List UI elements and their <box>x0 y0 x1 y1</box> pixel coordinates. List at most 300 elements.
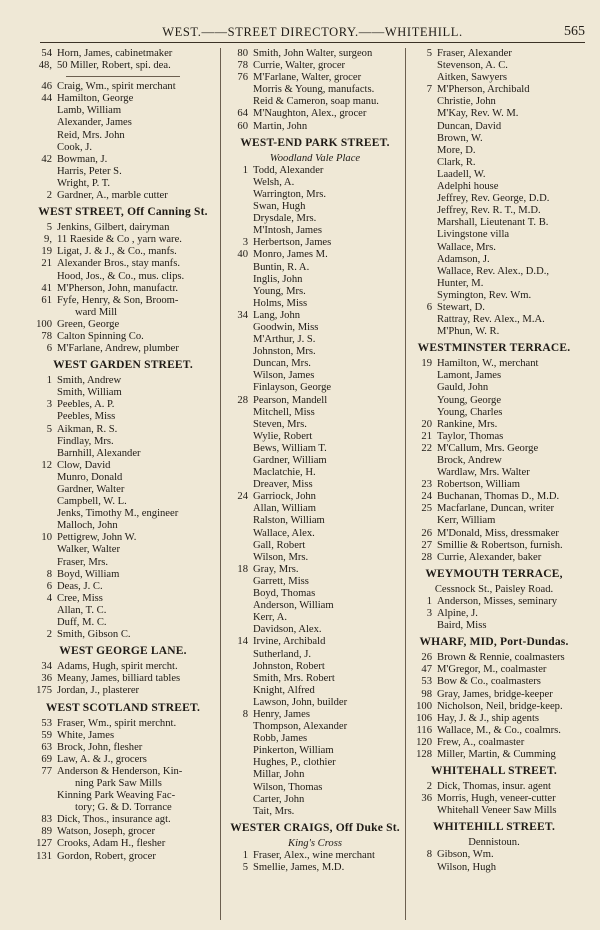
entry-text: Henry, James <box>253 708 310 720</box>
directory-entry: ward Mill <box>75 306 118 318</box>
house-number: 78 <box>237 60 248 72</box>
directory-entry: Munro, Donald <box>57 471 123 483</box>
column-2 <box>224 48 406 874</box>
house-number: 98 <box>421 688 432 700</box>
entry-text: M'Farlane, Andrew, plumber <box>57 343 179 355</box>
directory-entry: Young, Charles <box>437 406 503 418</box>
street-subheading: Woodland Vale Place <box>269 152 361 164</box>
directory-entry <box>28 532 218 544</box>
house-number: 24 <box>237 491 248 503</box>
section-rule <box>66 76 180 77</box>
directory-entry: Duff, M. C. <box>57 617 107 629</box>
house-number: 4 <box>46 592 52 604</box>
directory-entry: More, D. <box>437 144 476 156</box>
house-number: 6 <box>46 580 52 592</box>
entry-text: Calton Spinning Co. <box>57 330 144 342</box>
directory-entry <box>28 154 218 166</box>
directory-entry: Harris, Peter S. <box>57 165 122 177</box>
directory-entry: Garrett, Miss <box>253 575 309 587</box>
entry-text: M'Naughton, Alex., grocer <box>253 108 367 120</box>
directory-entry <box>28 814 218 826</box>
directory-entry: Wilson, Hugh <box>437 861 497 873</box>
directory-entry <box>408 358 580 370</box>
house-number: 9, <box>44 234 52 246</box>
directory-entry: Jenks, Timothy M., engineer <box>57 508 179 520</box>
directory-entry: Peebles, Miss <box>57 411 116 423</box>
directory-entry <box>408 528 580 540</box>
directory-entry <box>408 419 580 431</box>
entry-text: Dick, Thos., insurance agt. <box>57 814 171 826</box>
house-number: 6 <box>426 301 432 313</box>
house-number: 64 <box>237 108 248 120</box>
directory-entry <box>408 713 580 725</box>
directory-entry: tory; G. & D. Torrance <box>75 802 172 814</box>
entry-text: Hamilton, George <box>57 93 134 105</box>
directory-entry: Laadell, W. <box>437 168 486 180</box>
entry-text: Nicholson, Neil, bridge-keep. <box>437 700 563 712</box>
directory-entry: Millar, John <box>253 769 305 781</box>
house-number: 44 <box>41 93 52 105</box>
house-number: 89 <box>41 826 52 838</box>
entry-text: Ligat, J. & J., & Co., manfs. <box>57 246 177 258</box>
directory-entry: Walker, Walter <box>57 544 120 556</box>
directory-entry <box>28 246 218 258</box>
directory-entry: Wallace, Mrs. <box>437 241 496 253</box>
directory-entry <box>28 424 218 436</box>
directory-entry: Reid & Cameron, soap manu. <box>253 96 379 108</box>
directory-entry <box>224 72 406 84</box>
directory-entry: Clark, R. <box>437 156 476 168</box>
entry-text: Miller, Martin, & Cumming <box>437 748 556 760</box>
directory-entry: Johnston, Mrs. <box>253 346 316 358</box>
house-number: 21 <box>41 258 52 270</box>
house-number: 34 <box>41 661 52 673</box>
directory-entry: M'Kay, Rev. W. M. <box>437 108 519 120</box>
entry-text: Jordan, J., plasterer <box>57 685 140 697</box>
entry-text: Smith, Gibson C. <box>57 629 131 641</box>
directory-entry: Swan, Hugh <box>253 201 306 213</box>
house-number: 2 <box>46 629 52 641</box>
entry-text: Gibson, Wm. <box>437 849 494 861</box>
entry-text: M'Pherson, John, manufactr. <box>57 282 179 294</box>
house-number: 1 <box>242 164 248 176</box>
directory-entry: Reid, Mrs. John <box>57 129 125 141</box>
entry-text: Clow, David <box>57 459 111 471</box>
directory-entry: Young, Mrs. <box>253 285 306 297</box>
directory-entry <box>28 826 218 838</box>
directory-entry: Baird, Miss <box>437 620 487 632</box>
house-number: 12 <box>41 459 52 471</box>
house-number: 53 <box>421 676 432 688</box>
house-number: 25 <box>421 503 432 515</box>
street-heading: WEST GEORGE LANE. <box>59 645 187 658</box>
entry-text: Fraser, Alex., wine merchant <box>253 849 375 861</box>
directory-entry: Stevenson, A. C. <box>437 60 508 72</box>
house-number: 19 <box>41 246 52 258</box>
directory-entry: Wilson, Thomas <box>253 781 323 793</box>
directory-entry: ning Park Saw Mills <box>75 777 162 789</box>
directory-entry <box>224 636 406 648</box>
entry-text: Pearson, Mandell <box>253 394 328 406</box>
entry-text: Robertson, William <box>437 479 520 491</box>
directory-entry <box>28 593 218 605</box>
entry-text: Fraser, Alexander <box>437 48 512 59</box>
directory-entry <box>28 190 218 202</box>
directory-entry <box>408 552 580 564</box>
directory-entry: Hunter, M. <box>437 277 484 289</box>
directory-entry <box>408 793 580 805</box>
entry-text: Hamilton, W., merchant <box>437 358 539 370</box>
house-number: 1 <box>46 375 52 387</box>
directory-entry <box>408 479 580 491</box>
directory-entry: Wallace, Rev. Alex., D.D., <box>437 265 550 277</box>
entry-text: Monro, James M. <box>253 249 328 261</box>
directory-entry: Wright, P. T. <box>57 177 111 189</box>
directory-entry: Findlay, Mrs. <box>57 435 114 447</box>
directory-entry: Allan, William <box>253 503 316 515</box>
entry-text: Jenkins, Gilbert, dairyman <box>57 222 170 234</box>
directory-entry <box>28 399 218 411</box>
entry-text: Brown & Rennie, coalmasters <box>437 652 565 664</box>
street-subheading: Cessnock St., Paisley Road. <box>434 583 554 595</box>
house-number: 8 <box>242 708 248 720</box>
directory-entry: Boyd, Thomas <box>253 588 316 600</box>
directory-entry: Steven, Mrs. <box>253 418 307 430</box>
entry-text: Craig, Wm., spirit merchant <box>57 81 176 93</box>
directory-entry: Pinkerton, William <box>253 745 334 757</box>
house-number: 76 <box>237 72 248 84</box>
directory-entry: M'Phun, W. R. <box>437 326 500 338</box>
directory-entry <box>224 862 406 874</box>
entry-text: Pettigrew, John W. <box>57 532 137 544</box>
directory-entry <box>28 222 218 234</box>
directory-entry <box>224 108 406 120</box>
running-title: WEST.——STREET DIRECTORY.——WHITEHILL. <box>162 25 463 39</box>
house-number: 59 <box>41 729 52 741</box>
directory-entry <box>408 48 580 60</box>
directory-entry: Gall, Robert <box>253 539 306 551</box>
street-subheading: King's Cross <box>288 837 342 849</box>
directory-entry <box>224 310 406 322</box>
directory-entry <box>28 460 218 472</box>
house-number: 5 <box>426 48 432 59</box>
entry-text: Bow & Co., coalmasters <box>437 676 541 688</box>
entry-text: 11 Raeside & Co , yarn ware. <box>57 234 182 246</box>
house-number: 80 <box>237 48 248 59</box>
directory-entry: Wardlaw, Mrs. Walter <box>437 467 530 479</box>
directory-entry <box>224 564 406 576</box>
entry-text: Lang, John <box>253 309 301 321</box>
directory-entry: Brown, W. <box>437 132 483 144</box>
directory-entry: Fraser, Mrs. <box>57 556 109 568</box>
directory-entry <box>408 84 580 96</box>
entry-text: Gardner, A., marble cutter <box>57 190 168 202</box>
house-number: 53 <box>41 717 52 729</box>
entry-text: Anderson & Henderson, Kin- <box>57 765 183 777</box>
directory-entry: Christie, John <box>437 96 496 108</box>
house-number: 120 <box>416 736 432 748</box>
directory-entry <box>408 749 580 761</box>
entry-text: Martin, John <box>253 120 308 132</box>
entry-text: Bowman, J. <box>57 153 108 165</box>
entry-text: Rankine, Mrs. <box>437 418 498 430</box>
directory-entry <box>408 737 580 749</box>
directory-entry: Inglis, John <box>253 273 303 285</box>
entry-text: White, James <box>57 729 115 741</box>
house-number: 22 <box>421 442 432 454</box>
entry-text: Frew, A., coalmaster <box>437 736 525 748</box>
house-number: 26 <box>421 527 432 539</box>
directory-entry <box>224 709 406 721</box>
directory-entry: Welsh, A. <box>253 176 295 188</box>
directory-entry: Alexander, James <box>57 117 132 129</box>
directory-entry: Duncan, Mrs. <box>253 358 311 370</box>
house-number: 46 <box>41 81 52 93</box>
house-number: 23 <box>421 479 432 491</box>
directory-entry: Symington, Rev. Wm. <box>437 289 532 301</box>
directory-entry: Cook, J. <box>57 141 93 153</box>
house-number: 18 <box>237 563 248 575</box>
entry-text: Fyfe, Henry, & Son, Broom- <box>57 294 179 306</box>
entry-text: M'Donald, Miss, dressmaker <box>437 527 559 539</box>
house-number: 63 <box>41 741 52 753</box>
column-divider <box>405 48 406 920</box>
house-number: 47 <box>421 664 432 676</box>
directory-entry <box>224 60 406 72</box>
directory-entry <box>408 302 580 314</box>
directory-entry: Holms, Miss <box>253 297 308 309</box>
house-number: 28 <box>421 551 432 563</box>
directory-entry <box>28 581 218 593</box>
directory-entry: Knight, Alfred <box>253 684 315 696</box>
directory-entry: Wilson, Mrs. <box>253 551 309 563</box>
directory-entry: Gardner, William <box>253 455 327 466</box>
directory-entry: Duncan, David <box>437 120 502 132</box>
house-number: 5 <box>46 222 52 234</box>
directory-entry <box>28 343 218 355</box>
directory-entry: Johnston, Robert <box>253 660 325 672</box>
street-heading: WESTMINSTER TERRACE. <box>417 342 571 355</box>
entry-text: Morris, Hugh, veneer-cutter <box>437 793 556 805</box>
entry-text: Fraser, Wm., spirit merchnt. <box>57 717 177 729</box>
entry-text: Garriock, John <box>253 491 316 503</box>
entry-text: M'Callum, Mrs. George <box>437 442 539 454</box>
house-number: 27 <box>421 539 432 551</box>
directory-entry: Drysdale, Mrs. <box>253 213 317 225</box>
house-number: 128 <box>416 748 432 760</box>
entry-text: Watson, Joseph, grocer <box>57 826 155 838</box>
directory-entry <box>408 664 580 676</box>
house-number: 7 <box>426 84 432 96</box>
directory-entry <box>28 838 218 850</box>
directory-entry: Wallace, Alex. <box>253 527 315 539</box>
entry-text: Green, George <box>57 318 120 330</box>
directory-entry <box>224 491 406 503</box>
directory-entry <box>224 121 406 133</box>
directory-entry <box>28 283 218 295</box>
directory-entry <box>28 766 218 778</box>
house-number: 78 <box>41 330 52 342</box>
entry-text: Aikman, R. S. <box>57 423 118 435</box>
entry-text: M'Farlane, Walter, grocer <box>253 72 362 84</box>
directory-entry <box>408 596 580 608</box>
street-heading: WEST STREET, Off Canning St. <box>38 206 208 219</box>
directory-entry <box>28 319 218 331</box>
entry-text: Smith, Andrew <box>57 375 122 387</box>
house-number: 14 <box>237 636 248 648</box>
directory-entry: Lamb, William <box>57 105 122 117</box>
directory-entry <box>28 258 218 270</box>
entry-text: Todd, Alexander <box>253 164 324 176</box>
house-number: 21 <box>421 430 432 442</box>
street-heading: WHITEHILL STREET. <box>432 821 556 834</box>
entry-text: Smillie & Robertson, furnish. <box>437 539 563 551</box>
house-number: 8 <box>426 849 432 861</box>
directory-entry: Livingstone villa <box>437 229 510 241</box>
house-number: 127 <box>36 838 52 850</box>
directory-entry <box>28 754 218 766</box>
directory-entry: Adamson, J. <box>437 253 490 265</box>
directory-entry: Smith, William <box>57 387 122 399</box>
entry-text: Dick, Thomas, insur. agent <box>437 781 551 793</box>
entry-text: Horn, James, cabinetmaker <box>57 48 173 59</box>
directory-entry <box>408 608 580 620</box>
entry-text: Gray, Mrs. <box>253 563 299 575</box>
house-number: 54 <box>41 48 52 59</box>
directory-entry: M'Arthur, J. S. <box>253 334 316 346</box>
column-divider <box>220 48 221 920</box>
directory-entry <box>408 689 580 701</box>
page-number: 565 <box>564 24 585 39</box>
directory-entry <box>28 48 218 60</box>
entry-text: Currie, Alexander, baker <box>437 551 542 563</box>
directory-entry: Brock, Andrew <box>437 455 502 466</box>
directory-entry: Mitchell, Miss <box>253 406 315 418</box>
directory-entry: Smith, Mrs. Robert <box>253 672 335 684</box>
directory-entry <box>224 249 406 261</box>
entry-text: Adams, Hugh, spirit mercht. <box>57 661 178 673</box>
house-number: 5 <box>46 423 52 435</box>
house-number: 2 <box>46 190 52 202</box>
directory-entry <box>408 676 580 688</box>
directory-entry: Robb, James <box>253 733 308 745</box>
directory-entry <box>224 395 406 407</box>
house-number: 1 <box>242 849 248 861</box>
directory-entry <box>28 742 218 754</box>
entry-text: 50 Miller, Robert, spi. dea. <box>57 60 171 72</box>
directory-entry: Jeffrey, Rev. George, D.D. <box>437 193 550 205</box>
directory-entry <box>408 540 580 552</box>
directory-entry <box>28 718 218 730</box>
house-number: 34 <box>237 309 248 321</box>
directory-entry <box>224 237 406 249</box>
entry-text: M'Pherson, Archibald <box>437 84 530 96</box>
directory-entry: M'Intosh, James <box>253 225 322 237</box>
house-number: 3 <box>46 399 52 411</box>
directory-entry: Kerr, A. <box>253 612 287 624</box>
house-number: 5 <box>242 862 248 873</box>
directory-entry <box>28 234 218 246</box>
directory-entry <box>408 443 580 455</box>
directory-entry: Goodwin, Miss <box>253 321 319 333</box>
directory-entry <box>28 295 218 307</box>
house-number: 3 <box>426 608 432 620</box>
directory-entry: Sutherland, J. <box>253 648 311 660</box>
entry-text: Wallace, M., & Co., coalmrs. <box>437 724 561 736</box>
entry-text: Crooks, Adam H., flesher <box>57 838 166 850</box>
directory-entry: Bews, William T. <box>253 442 327 454</box>
directory-entry: Davidson, Alex. <box>253 624 322 636</box>
directory-entry <box>224 850 406 862</box>
entry-text: Alpine, J. <box>437 608 478 620</box>
directory-entry: Gauld, John <box>437 382 489 394</box>
directory-entry <box>28 569 218 581</box>
page-header <box>40 22 585 43</box>
entry-text: Gordon, Robert, grocer <box>57 850 156 862</box>
entry-text: Alexander Bros., stay manfs. <box>57 258 180 270</box>
directory-entry: Barnhill, Alexander <box>57 447 141 459</box>
house-number: 1 <box>426 595 432 607</box>
directory-entry: Jeffrey, Rev. R. T., M.D. <box>437 205 541 217</box>
directory-entry <box>408 503 580 515</box>
directory-entry <box>28 331 218 343</box>
directory-entry: Kinning Park Weaving Fac- <box>57 790 176 802</box>
house-number: 77 <box>41 765 52 777</box>
street-heading: WEST GARDEN STREET. <box>53 359 193 372</box>
house-number: 61 <box>41 294 52 306</box>
house-number: 106 <box>416 712 432 724</box>
entry-text: Irvine, Archibald <box>253 636 326 648</box>
directory-entry <box>408 652 580 664</box>
directory-entry <box>408 701 580 713</box>
column-3 <box>408 48 580 874</box>
directory-entry <box>28 685 218 697</box>
house-number: 10 <box>41 532 52 544</box>
entry-text: Law, A. & J., grocers <box>57 753 147 765</box>
directory-entry: Allan, T. C. <box>57 604 107 616</box>
house-number: 20 <box>421 418 432 430</box>
entry-text: Buchanan, Thomas D., M.D. <box>437 491 560 503</box>
house-number: 100 <box>416 700 432 712</box>
entry-text: Peebles, A. P. <box>57 399 115 411</box>
directory-entry: Ralston, William <box>253 515 325 527</box>
entry-text: Deas, J. C. <box>57 580 103 592</box>
house-number: 28 <box>237 394 248 406</box>
directory-entry <box>28 730 218 742</box>
directory-entry: Anderson, William <box>253 600 334 612</box>
house-number: 36 <box>421 793 432 805</box>
house-number: 19 <box>421 358 432 370</box>
directory-entry: Young, George <box>437 394 502 406</box>
directory-entry <box>28 60 218 72</box>
entry-text: Boyd, William <box>57 568 120 580</box>
directory-entry: Marshall, Lieutenant T. B. <box>437 217 549 229</box>
directory-entry: Lawson, John, builder <box>253 696 348 708</box>
entry-text: Stewart, D. <box>437 301 485 313</box>
house-number: 3 <box>242 237 248 249</box>
house-number: 48, <box>38 60 52 72</box>
directory-entry: Carter, John <box>253 793 305 805</box>
street-heading: WEST-END PARK STREET. <box>240 136 390 149</box>
directory-entry: Hughes, P., clothier <box>253 757 336 769</box>
directory-entry: Finlayson, George <box>253 382 332 394</box>
directory-entry <box>408 491 580 503</box>
entry-text: Smith, John Walter, surgeon <box>253 48 373 59</box>
directory-entry: Thompson, Alexander <box>253 721 348 733</box>
directory-entry: Warrington, Mrs. <box>253 188 326 200</box>
house-number: 24 <box>421 491 432 503</box>
directory-entry: Gardner, Walter <box>57 484 125 495</box>
